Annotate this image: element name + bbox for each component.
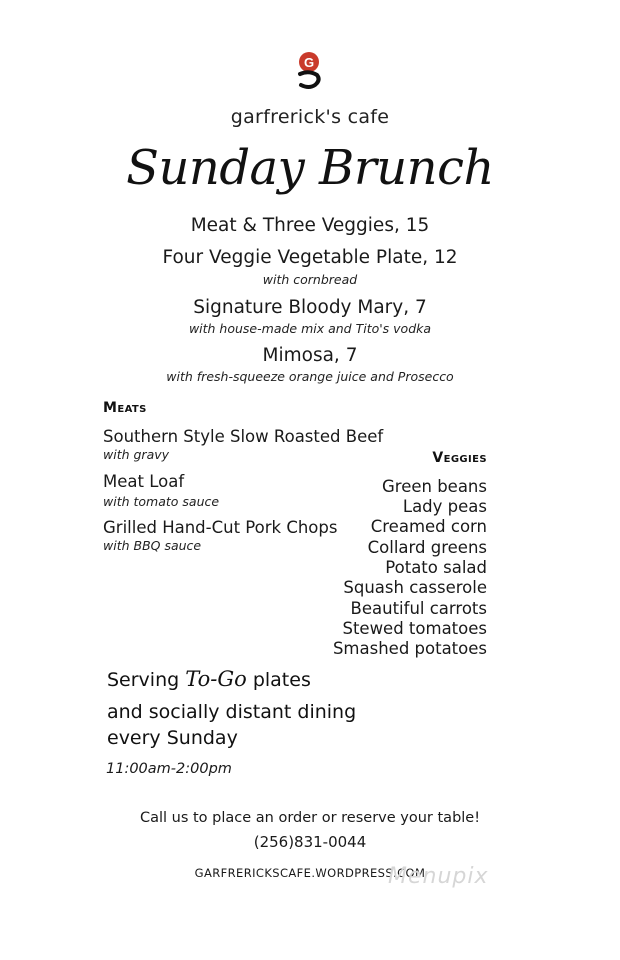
meat-item-note: with gravy xyxy=(103,447,170,462)
website-link[interactable]: GARFRERICKSCAFE.WORDPRESS.COM xyxy=(194,866,426,880)
special-item-name: Meat & Three Veggies, 15 xyxy=(190,215,430,236)
svg-text:G: G xyxy=(303,55,315,70)
meat-item-name: Meat Loaf xyxy=(103,472,185,491)
watermark: Menupix xyxy=(388,864,489,889)
call-to-action: Call us to place an order or reserve your table! xyxy=(139,810,481,826)
veggies-heading: Veggies xyxy=(432,450,487,466)
menu-title: Sunday Brunch xyxy=(126,140,494,196)
togo-script: To-Go xyxy=(185,667,247,691)
veggie-item: Potato salad xyxy=(385,558,487,577)
cafe-logo xyxy=(295,50,323,90)
special-item-name: Four Veggie Vegetable Plate, 12 xyxy=(162,247,458,268)
special-item-note: with house-made mix and Tito's vodka xyxy=(188,321,432,336)
meats-heading: Meats xyxy=(103,400,147,416)
serving-line-3: every Sunday xyxy=(107,727,238,749)
meat-item-note: with BBQ sauce xyxy=(103,538,202,553)
special-item-name: Mimosa, 7 xyxy=(262,345,358,366)
veggie-item: Green beans xyxy=(381,477,487,496)
veggie-item: Creamed corn xyxy=(370,517,487,536)
phone-number[interactable]: (256)831-0044 xyxy=(253,833,367,851)
special-item-name: Signature Bloody Mary, 7 xyxy=(193,297,427,318)
serving-hours: 11:00am-2:00pm xyxy=(106,761,232,777)
veggie-item: Collard greens xyxy=(367,538,487,557)
veggie-item: Lady peas xyxy=(402,497,487,516)
meat-item-name: Southern Style Slow Roasted Beef xyxy=(103,427,384,446)
serving-suffix: plates xyxy=(252,669,311,691)
veggie-item: Squash casserole xyxy=(343,578,487,597)
serving-line-2: and socially distant dining xyxy=(107,701,357,723)
cafe-name: garfrerick's cafe xyxy=(230,106,390,128)
veggie-item: Beautiful carrots xyxy=(350,599,487,618)
serving-prefix: Serving xyxy=(107,669,180,691)
special-item-note: with cornbread xyxy=(262,272,358,287)
veggie-item: Smashed potatoes xyxy=(332,639,487,658)
serving-line-1 xyxy=(107,667,311,691)
special-item-note: with fresh-squeeze orange juice and Prosecco xyxy=(166,369,454,384)
veggie-item: Stewed tomatoes xyxy=(342,619,487,638)
meat-item-name: Grilled Hand-Cut Pork Chops xyxy=(103,518,338,537)
meat-item-note: with tomato sauce xyxy=(103,494,220,509)
